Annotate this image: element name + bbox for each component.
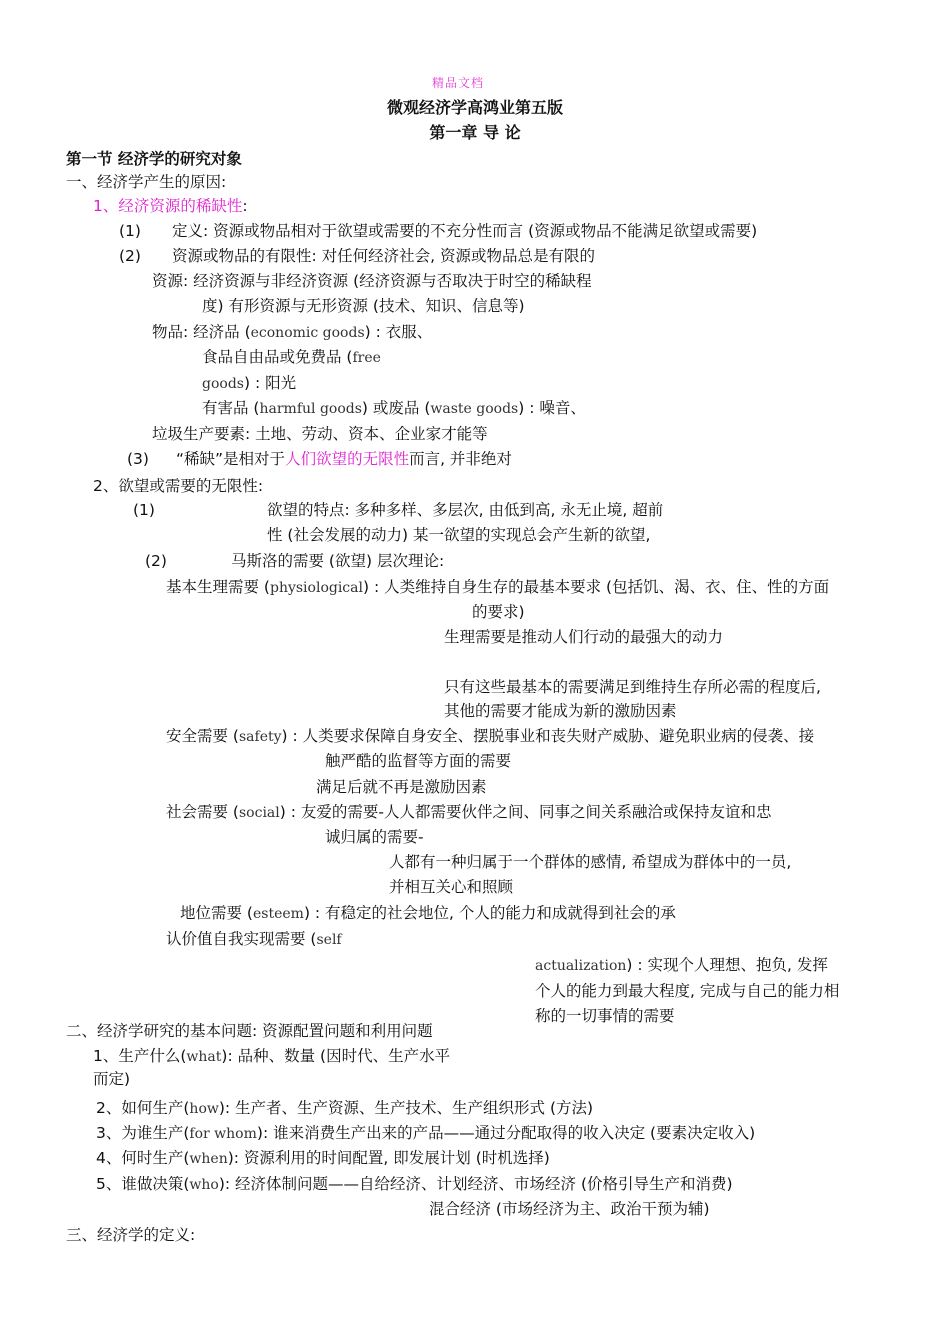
goods-line-3: goods) : 阳光: [202, 374, 297, 392]
heading-1: 一、经济学产生的原因:: [66, 173, 227, 191]
heading-2: 二、经济学研究的基本问题: 资源配置问题和利用问题: [66, 1022, 433, 1040]
social-need: 社会需要 (social) : 友爱的需要-人人都需要伙伴之间、同事之间关系融洽或保持友谊和忠: [166, 803, 772, 821]
question-1-line-2: 而定): [93, 1070, 131, 1088]
item-2-text: 资源或物品的有限性: 对任何经济社会, 资源或物品总是有限的: [172, 247, 596, 265]
resources-line-2: 度) 有形资源与无形资源 (技术、知识、信息等): [202, 297, 525, 315]
item-3-text: “稀缺”是相对于人们欲望的无限性而言, 并非绝对: [176, 450, 512, 468]
question-5: 5、谁做决策(who): 经济体制问题——自给经济、计划经济、市场经济 (价格引导生产和消费): [96, 1175, 733, 1193]
goods-line-4: 有害品 (harmful goods) 或废品 (waste goods) : 噪音、: [202, 399, 586, 417]
wants-item-1-line-2: 性 (社会发展的动力) 某一欲望的实现总会产生新的欲望,: [267, 526, 651, 544]
wants-item-1-line-1: 欲望的特点: 多种多样、多层次, 由低到高, 永无止境, 超前: [267, 501, 664, 519]
wants-heading: 2、欲望或需要的无限性:: [93, 477, 264, 495]
item-1-text: 定义: 资源或物品相对于欲望或需要的不充分性而言 (资源或物品不能满足欲望或需要): [172, 222, 758, 240]
goods-line-2: 食品自由品或免费品 (free: [202, 348, 381, 366]
scarcity-heading: 1、经济资源的稀缺性:: [93, 197, 248, 215]
question-3: 3、为谁生产(for whom): 谁来消费生产出来的产品——通过分配取得的收入决定 (要素决定收入): [96, 1124, 756, 1142]
heading-3: 三、经济学的定义:: [66, 1226, 196, 1244]
section-title: 第一节 经济学的研究对象: [66, 150, 242, 168]
physiological-line-5: 其他的需要才能成为新的激励因素: [444, 702, 677, 720]
question-1: 1、生产什么(what): 品种、数量 (因时代、生产水平: [93, 1047, 451, 1065]
wants-item-2-number: (2): [145, 552, 167, 570]
physiological-line-4: 只有这些最基本的需要满足到维持生存所必需的程度后,: [444, 678, 821, 696]
header-watermark: 精品文档: [432, 76, 485, 90]
question-2: 2、如何生产(how): 生产者、生产资源、生产技术、生产组织形式 (方法): [96, 1099, 594, 1117]
self-actualization-line-3: 个人的能力到最大程度, 完成与自己的能力相: [535, 982, 840, 1000]
physiological-need: 基本生理需要 (physiological) : 人类维持自身生存的最基本要求 (包括饥、渴、衣、住、性的方面: [166, 578, 830, 596]
resources-line-1: 资源: 经济资源与非经济资源 (经济资源与否取决于时空的稀缺程: [152, 272, 592, 290]
esteem-need: 地位需要 (esteem) : 有稳定的社会地位, 个人的能力和成就得到社会的承: [180, 904, 676, 922]
goods-line-1: 物品: 经济品 (economic goods) : 衣服、: [152, 323, 433, 341]
question-4: 4、何时生产(when): 资源利用的时间配置, 即发展计划 (时机选择): [96, 1149, 550, 1167]
document-title: 微观经济学高鸿业第五版: [386, 98, 563, 117]
item-1-number: (1): [119, 222, 141, 240]
social-line-2: 诚归属的需要-: [325, 828, 424, 846]
social-line-4: 并相互关心和照顾: [389, 878, 514, 896]
question-5-line-2: 混合经济 (市场经济为主、政治干预为辅): [429, 1200, 710, 1218]
item-3-number: (3): [127, 450, 149, 468]
wants-item-1-number: (1): [133, 501, 155, 519]
safety-need: 安全需要 (safety) : 人类要求保障自身安全、摆脱事业和丧失财产威胁、避免职业病的侵袭、接: [166, 727, 815, 745]
item-2-number: (2): [119, 247, 141, 265]
chapter-title: 第一章 导 论: [429, 123, 521, 142]
social-line-3: 人都有一种归属于一个群体的感情, 希望成为群体中的一员,: [389, 853, 792, 871]
safety-line-3: 满足后就不再是激励因素: [316, 778, 487, 796]
self-actualization-need: 认价值自我实现需要 (self: [166, 930, 342, 948]
safety-line-2: 触严酷的监督等方面的需要: [325, 752, 512, 770]
factors-line: 垃圾生产要素: 土地、劳动、资本、企业家才能等: [152, 425, 488, 443]
self-actualization-line-4: 称的一切事情的需要: [535, 1007, 675, 1025]
wants-item-2-text: 马斯洛的需要 (欲望) 层次理论:: [231, 552, 445, 570]
physiological-line-3: 生理需要是推动人们行动的最强大的动力: [444, 628, 724, 646]
self-actualization-line-2: actualization) : 实现个人理想、抱负, 发挥: [535, 956, 828, 974]
physiological-line-2: 的要求): [472, 603, 525, 621]
